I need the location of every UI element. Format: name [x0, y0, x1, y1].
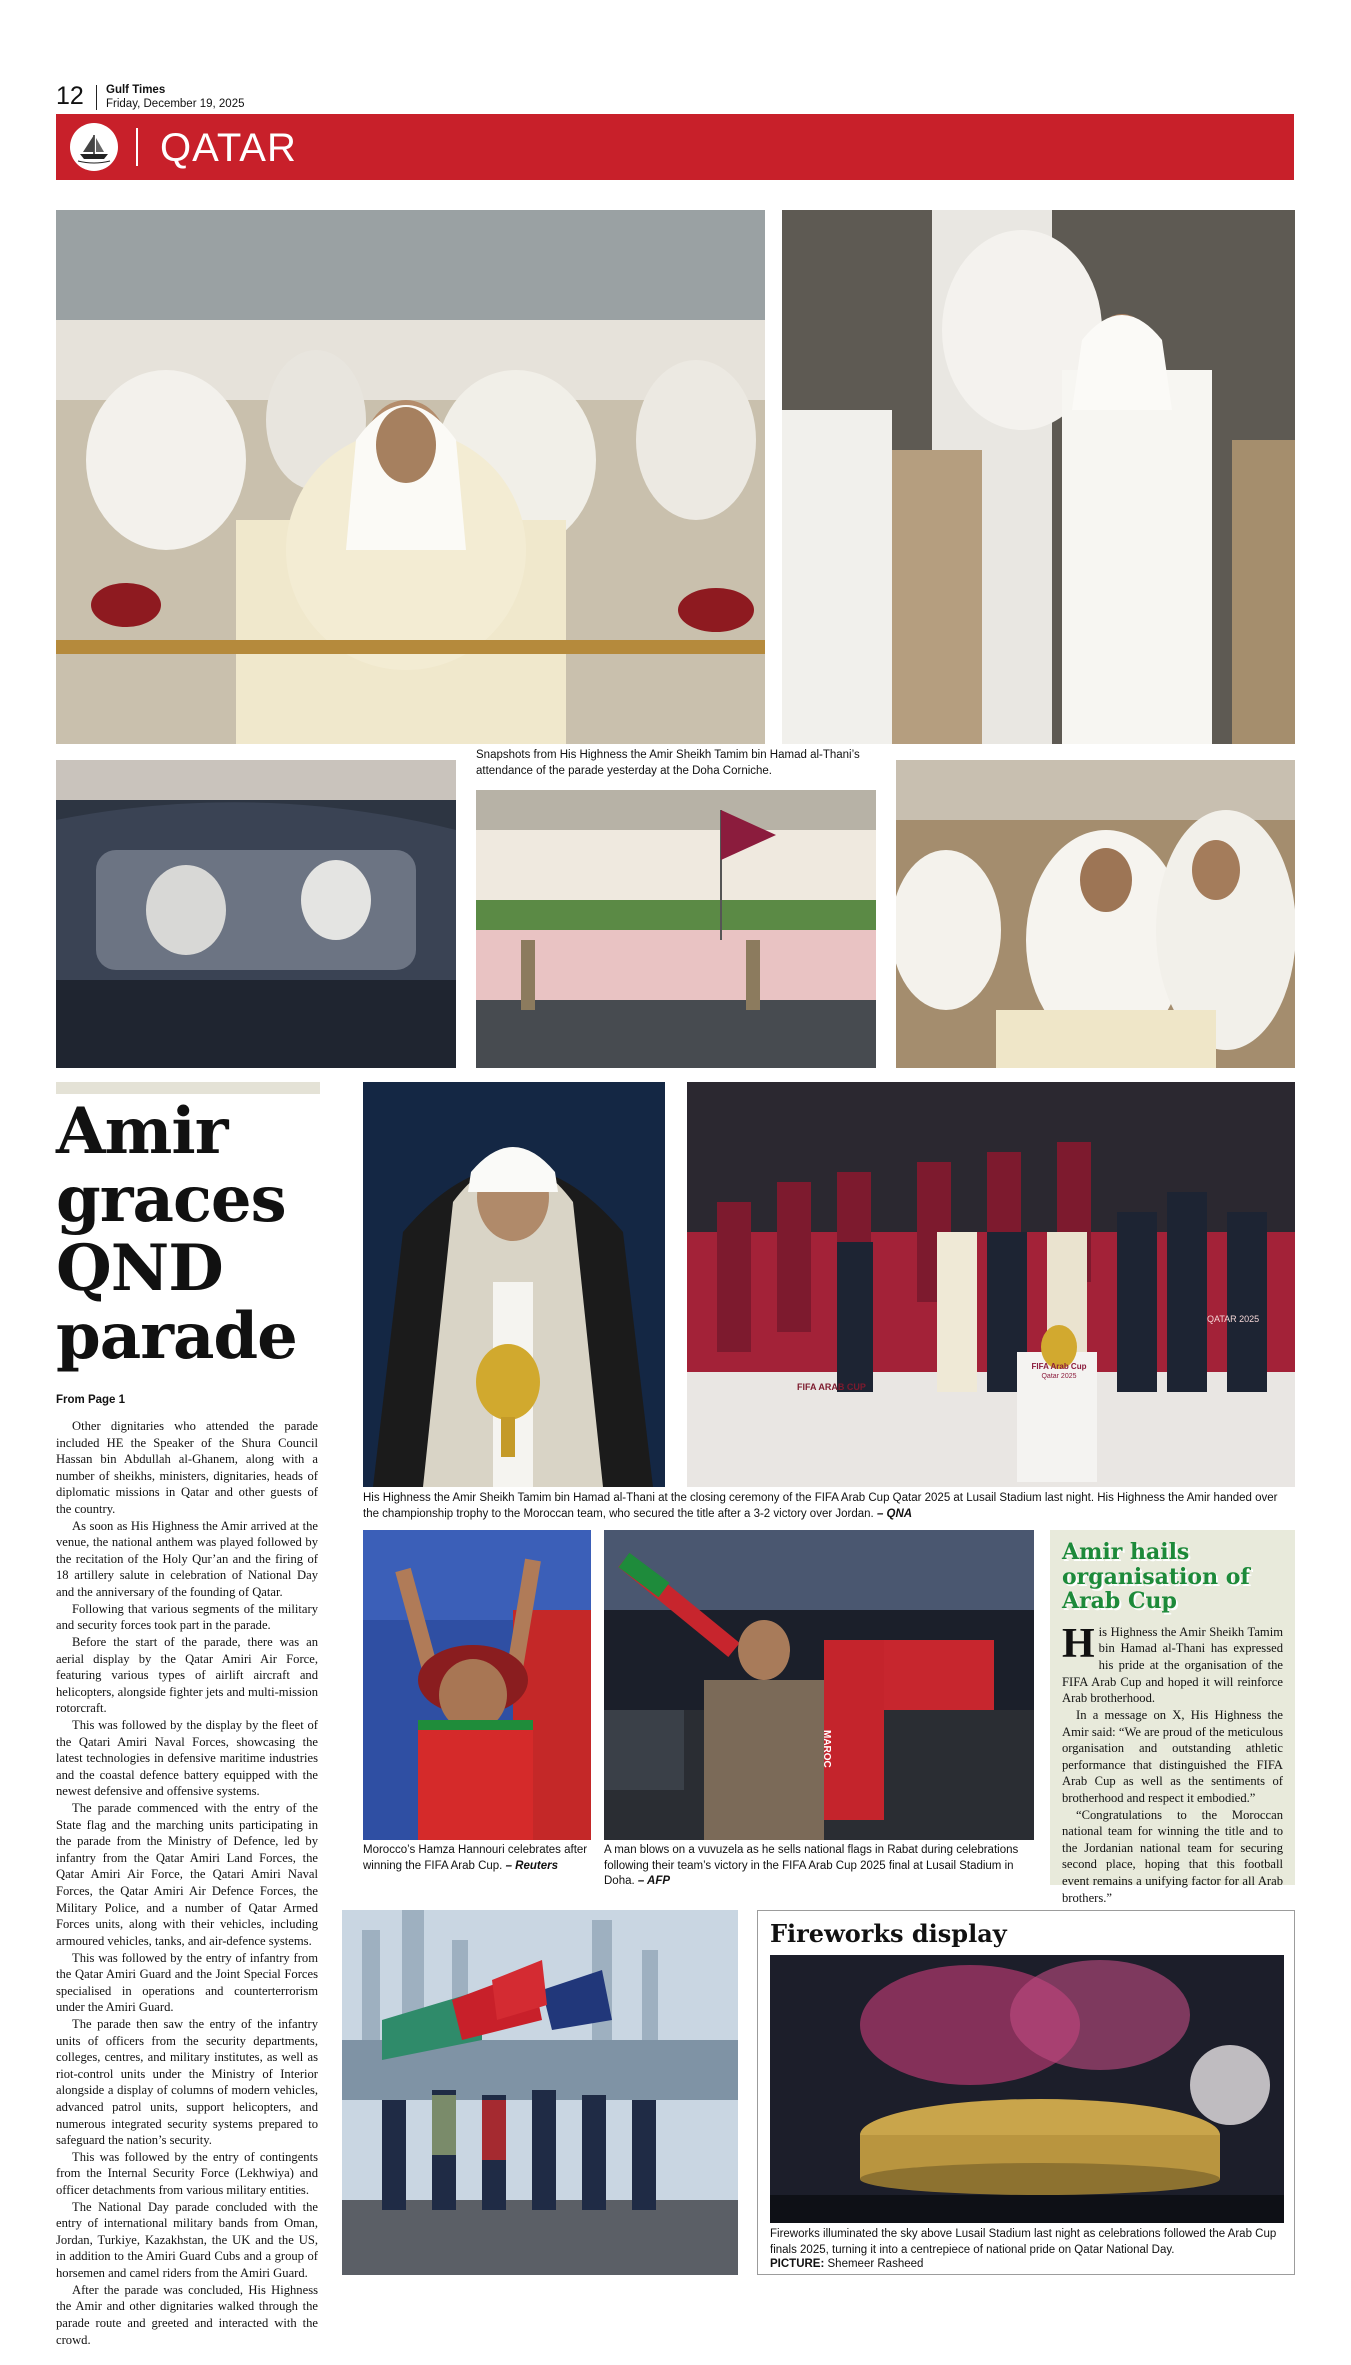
- section-bar: [56, 114, 1294, 180]
- picture-label: PICTURE:: [770, 2258, 825, 2270]
- photo-car: [56, 760, 456, 1068]
- page-number: 12: [56, 82, 84, 110]
- section-title: QATAR: [160, 126, 297, 170]
- scarf-text: MAROC: [821, 1730, 832, 1768]
- article-paragraph: The parade then saw the entry of the infantry units of officers from the security departments, colleges, centres, and military institutes, as well as riot-control units under the Ministry of Interior alongside a display of columns of modern vehicles, advanced patrol units, support helicopters, and numerous integrated security systems prepared to safeguard the nation’s security.: [56, 2016, 318, 2148]
- trophy-stand-text-2: Qatar 2025: [1041, 1373, 1077, 1380]
- caption-trophy: [363, 1491, 1295, 1522]
- sidebar-first-paragraph: [1062, 1620, 1283, 1707]
- photo-fireworks: [770, 1955, 1284, 2223]
- caption-vuvuzela-text: A man blows on a vuvuzela as he sells national flags in Rabat during celebrations following their team’s victory in the FIFA Arab Cup 2025 final at Lusail Stadium in Doha.: [604, 1844, 1019, 1888]
- photo-amir-seated: [56, 210, 765, 744]
- masthead-divider: [96, 85, 97, 110]
- article-paragraph: This was followed by the entry of infantry from the Qatar Amiri Guard and the Joint Special Forces specialised in operations and counterterrorism under the Amiri Guard.: [56, 1950, 318, 2015]
- photo-vuvuzela: [604, 1530, 1034, 1840]
- photo-hannouri: [363, 1530, 591, 1840]
- photo-parade-ground: [476, 790, 876, 1068]
- sidebar-title: Amir hails organisation of Arab Cup: [1062, 1539, 1250, 1615]
- caption-hannouri-credit: – Reuters: [505, 1859, 558, 1872]
- article-paragraph: Before the start of the parade, there was an aerial display by the Qatar Amiri Air Force, featuring various types of airlift aircraft and helicopters, alongside fighter jets and multi-mission rotorcraft.: [56, 1634, 318, 1716]
- article-body: [56, 1418, 318, 2348]
- paper-name: Gulf Times: [106, 84, 166, 96]
- trophy-stand-text: FIFA Arab Cup: [1031, 1362, 1087, 1371]
- photo-amir-trophy: [363, 1082, 665, 1487]
- sidebar-body: [1062, 1620, 1283, 1906]
- photo-amir-waving: [782, 210, 1295, 744]
- photo-dignitaries-smiling: [896, 760, 1295, 1068]
- issue-date: Friday, December 19, 2025: [106, 98, 245, 110]
- article-top-rule: [56, 1082, 320, 1094]
- sidebar-box: [1050, 1530, 1295, 1905]
- headline-line: QND: [56, 1230, 223, 1306]
- fireworks-credit: [770, 2257, 1284, 2273]
- caption-hannouri-text: Morocco’s Hamza Hannouri celebrates after winning the FIFA Arab Cup.: [363, 1844, 588, 1872]
- caption-trophy-credit: – QNA: [876, 1507, 913, 1520]
- caption-fireworks: Fireworks illuminated the sky above Lusail Stadium last night as celebrations followed the Arab Cup finals 2025, turning it into a centrepiece of national pride on Qatar National Day.: [770, 2228, 1277, 2256]
- article-paragraph: The National Day parade concluded with the entry of international military bands from Oman, Jordan, Turkiye, Kazakhstan, the UK and the US, in addition to the Amiri Guard Cubs and a group of horsemen and camel riders from the Amiri Guard.: [56, 2199, 318, 2281]
- caption-trophy-text: His Highness the Amir Sheikh Tamim bin Hamad al-Thani at the closing ceremony of the FIFA Arab Cup Qatar 2025 at Lusail Stadium last night. His Highness the Amir handed over the championship trophy to the Moroccan team, who secured the title after a 3-2 victory over Jordan.: [363, 1492, 1278, 1520]
- caption-vuvuzela-credit: – AFP: [637, 1875, 671, 1888]
- article-paragraph: Following that various segments of the military and security forces took part in the parade.: [56, 1601, 318, 1633]
- article-headline: [56, 1094, 326, 1375]
- sidebar-drop-cap: H: [1062, 1620, 1095, 1667]
- sidebar-paragraph: “Congratulations to the Moroccan national team for winning the title and to the Jordanian national team for securing second place, hoping that this football event remains a unifying factor for all Arab brothers.”: [1062, 1807, 1283, 1905]
- dhow-logo: [70, 123, 118, 171]
- article-paragraph: The parade commenced with the entry of the State flag and the marching units participating in the parade from the Ministry of Defence, led by infantry from the Qatar Amiri Land Forces, the Qatar Amiri Air Force, the Qatari Amiri Naval Forces, the Qatar Amiri Air Defence Forces, the Military Police, and a number of Qatar Armed Forces units, along with their vehicles, including armoured vehicles, tanks, and air-defence systems.: [56, 1801, 318, 1948]
- headline-line: Amir: [56, 1094, 228, 1169]
- article-paragraph: This was followed by the entry of contingents from the Internal Security Force (Lekhwiya) and officer detachments from various military entities.: [56, 2149, 318, 2198]
- headline-line: graces: [56, 1162, 286, 1238]
- article-paragraph: After the parade was concluded, His Highness the Amir and other dignitaries walked through the parade route and greeted and interacted with the crowd.: [56, 2282, 318, 2347]
- article-paragraph: This was followed by the display by the fleet of the Qatari Amiri Naval Forces, showcasing the latest technologies in defensive maritime industries and the coastal defence battery equipped with the newest defensive and offensive systems.: [56, 1717, 318, 1799]
- section-divider: [136, 128, 138, 166]
- photo-military-bands: [342, 1910, 738, 2275]
- dhow-icon: [70, 123, 118, 171]
- article-paragraph: As soon as His Highness the Amir arrived at the venue, the national anthem was played followed by the recitation of the Holy Qur’an and the firing of 18 artillery salute in celebration of National Day and the anniversary of the founding of Qatar.: [56, 1518, 318, 1600]
- from-page-label: From Page 1: [56, 1394, 126, 1406]
- sidebar-first-text: is Highness the Amir Sheikh Tamim bin Hamad al-Thani has expressed his pride at the organisation of the FIFA Arab Cup and hoped it will reinforce Arab brotherhood.: [1062, 1624, 1283, 1706]
- backdrop-text: FIFA ARAB CUP: [797, 1382, 866, 1392]
- caption-snapshots: Snapshots from His Highness the Amir Sheikh Tamim bin Hamad al-Thani’s attendance of the parade yesterday at the Doha Corniche.: [476, 749, 860, 777]
- photo-ceremony-podium: [687, 1082, 1295, 1487]
- backdrop-text-2: QATAR 2025: [1207, 1314, 1260, 1324]
- fireworks-title: Fireworks display: [770, 1919, 1007, 1948]
- caption-vuvuzela: [604, 1843, 1034, 1890]
- headline-line: parade: [56, 1299, 297, 1375]
- article-paragraph: Other dignitaries who attended the parade included HE the Speaker of the Shura Council Hassan bin Abdullah al-Ghanem, along with a number of sheikhs, ministers, dignitaries, heads of diplomatic missions in Qatar and other guests of the country.: [56, 1419, 318, 1517]
- sidebar-paragraph: In a message on X, His Highness the Amir said: “We are proud of the meticulous organisation and outstanding athletic performance that distinguished the FIFA Arab Cup as well as the sentiments of brotherhood and respect it embodied.”: [1062, 1707, 1283, 1805]
- photographer-name: Shemeer Rasheed: [827, 2258, 924, 2270]
- fireworks-box: [757, 1910, 1295, 2275]
- caption-hannouri: [363, 1843, 591, 1874]
